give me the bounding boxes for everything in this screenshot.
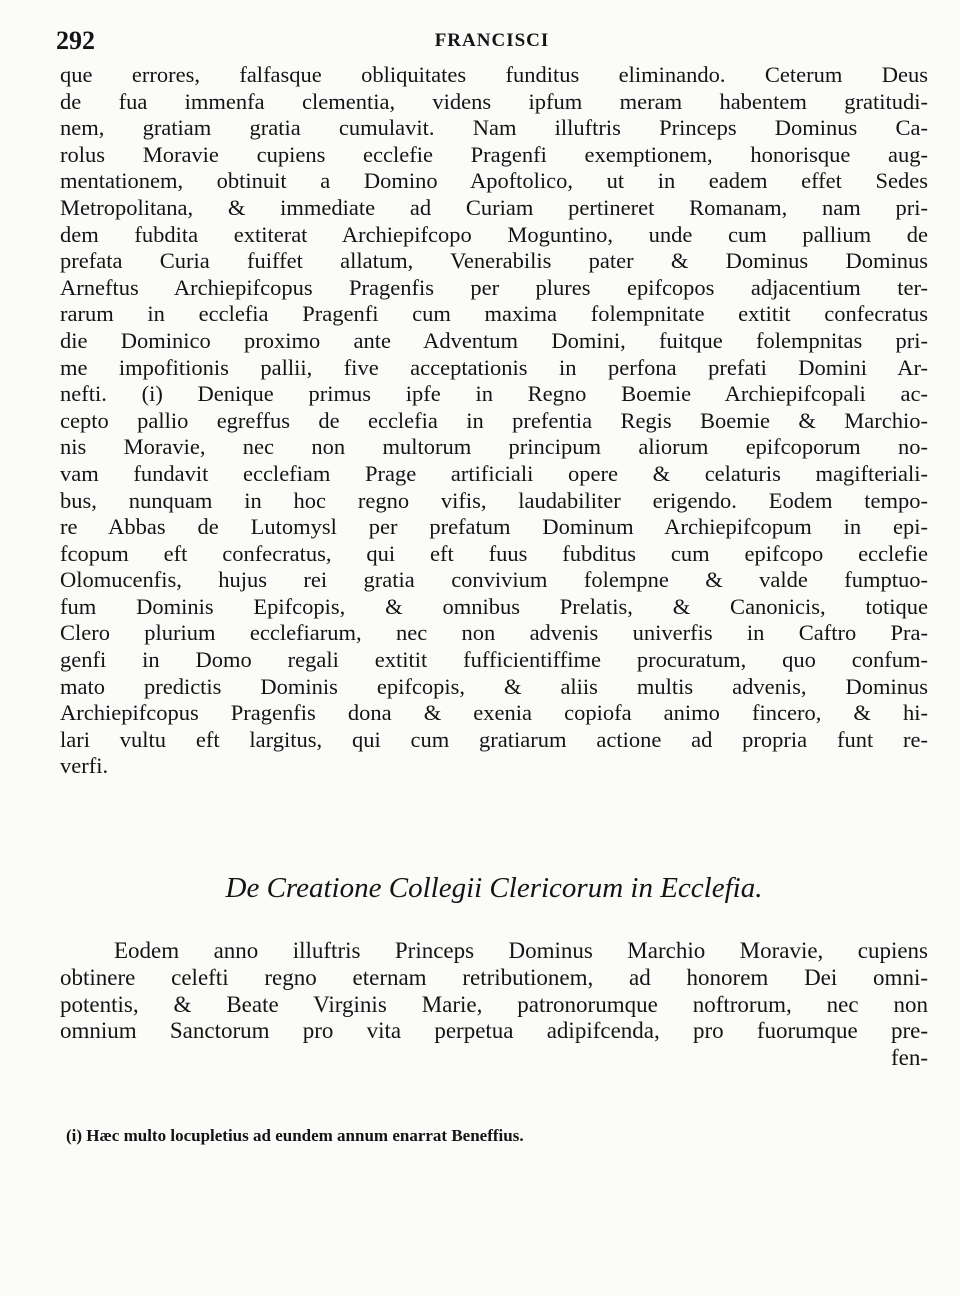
text-line: omnium Sanctorum pro vita perpetua adipifcenda, pro fuorumque pre- (60, 1018, 928, 1044)
footnote: (i) Hæc multo locupletius ad eundem annum enarrat Beneffius. (66, 1126, 524, 1145)
second-paragraph (60, 938, 928, 1072)
section-heading: De Creatione Collegii Clericorum in Ecclefia. (225, 872, 763, 904)
text-line: Archiepifcopus Pragenfis dona & exenia copiofa animo fincero, & hi- (60, 700, 928, 726)
text-line: lari vultu eft largitus, qui cum gratiarum actione ad propria funt re- (60, 726, 928, 752)
running-head (56, 26, 928, 60)
text-line: die Dominico proximo ante Adventum Domini, fuitque folempnitas pri- (60, 327, 928, 353)
text-line: rolus Moravie cupiens ecclefie Pragenfi exemptionem, honorisque aug- (60, 141, 928, 167)
text-line: nem, gratiam gratia cumulavit. Nam illuftris Princeps Dominus Ca- (60, 115, 928, 141)
text-line: obtinere celefti regno eternam retributionem, ad honorem Dei omni- (60, 964, 928, 990)
text-line: rarum in ecclefia Pragenfi cum maxima folempnitate extitit confecratus (60, 301, 928, 327)
text-line: nis Moravie, nec non multorum principum aliorum epifcoporum no- (60, 434, 928, 460)
text-line: vam fundavit ecclefiam Prage artificiali opere & celaturis magifteriali- (60, 460, 928, 486)
running-title: FRANCISCI (434, 30, 550, 51)
text-line: dem fubdita extiterat Archiepifcopo Moguntino, unde cum pallium de (60, 221, 928, 247)
text-line: re Abbas de Lutomysl per prefatum Dominum Archiepifcopum in epi- (60, 514, 928, 540)
catchword: fen- (890, 1045, 928, 1071)
text-line: mato predictis Dominis epifcopis, & aliis multis advenis, Dominus (60, 673, 928, 699)
text-line: Olomucenfis, hujus rei gratia convivium folempne & valde fumptuo- (60, 567, 928, 593)
text-line: genfi in Domo regali extitit fufficientiffime procuratum, quo confum- (60, 647, 928, 673)
text-line: nefti. (i) Denique primus ipfe in Regno Boemie Archiepifcopali ac- (60, 381, 928, 407)
text-line: fum Dominis Epifcopis, & omnibus Prelatis, & Canonicis, totique (60, 593, 928, 619)
main-paragraph (60, 62, 928, 780)
text-line: bus, nunquam in hoc regno vifis, laudabiliter erigendo. Eodem tempo- (60, 487, 928, 513)
text-line: verfi. (60, 753, 109, 779)
text-line: potentis, & Beate Virginis Marie, patronorumque noftrorum, nec non (60, 991, 928, 1017)
text-line: fcopum eft confecratus, qui eft fuus fubditus cum epifcopo ecclefie (60, 540, 928, 566)
text-line: cepto pallio egreffus de ecclefia in prefentia Regis Boemie & Marchio- (60, 407, 928, 433)
text-line: me impofitionis pallii, five acceptationis in perfona prefati Domini Ar- (60, 354, 928, 380)
text-line: Metropolitana, & immediate ad Curiam pertineret Romanam, nam pri- (60, 194, 928, 220)
text-line: Clero plurium ecclefiarum, nec non advenis univerfis in Caftro Pra- (60, 620, 928, 646)
page-number: 292 (56, 26, 95, 55)
text-line: mentationem, obtinuit a Domino Apoftolico, ut in eadem effet Sedes (60, 168, 928, 194)
text-line: prefata Curia fuiffet allatum, Venerabilis pater & Dominus Dominus (60, 248, 928, 274)
text-line: Arneftus Archiepifcopus Pragenfis per plures epifcopos adjacentium ter- (60, 274, 928, 300)
text-line: que errores, falfasque obliquitates funditus eliminando. Ceterum Deus (60, 62, 928, 87)
text-line: Eodem anno illuftris Princeps Dominus Marchio Moravie, cupiens (114, 938, 928, 963)
text-line: de fua immenfa clementia, videns ipfum meram habentem gratitudi- (60, 88, 928, 114)
